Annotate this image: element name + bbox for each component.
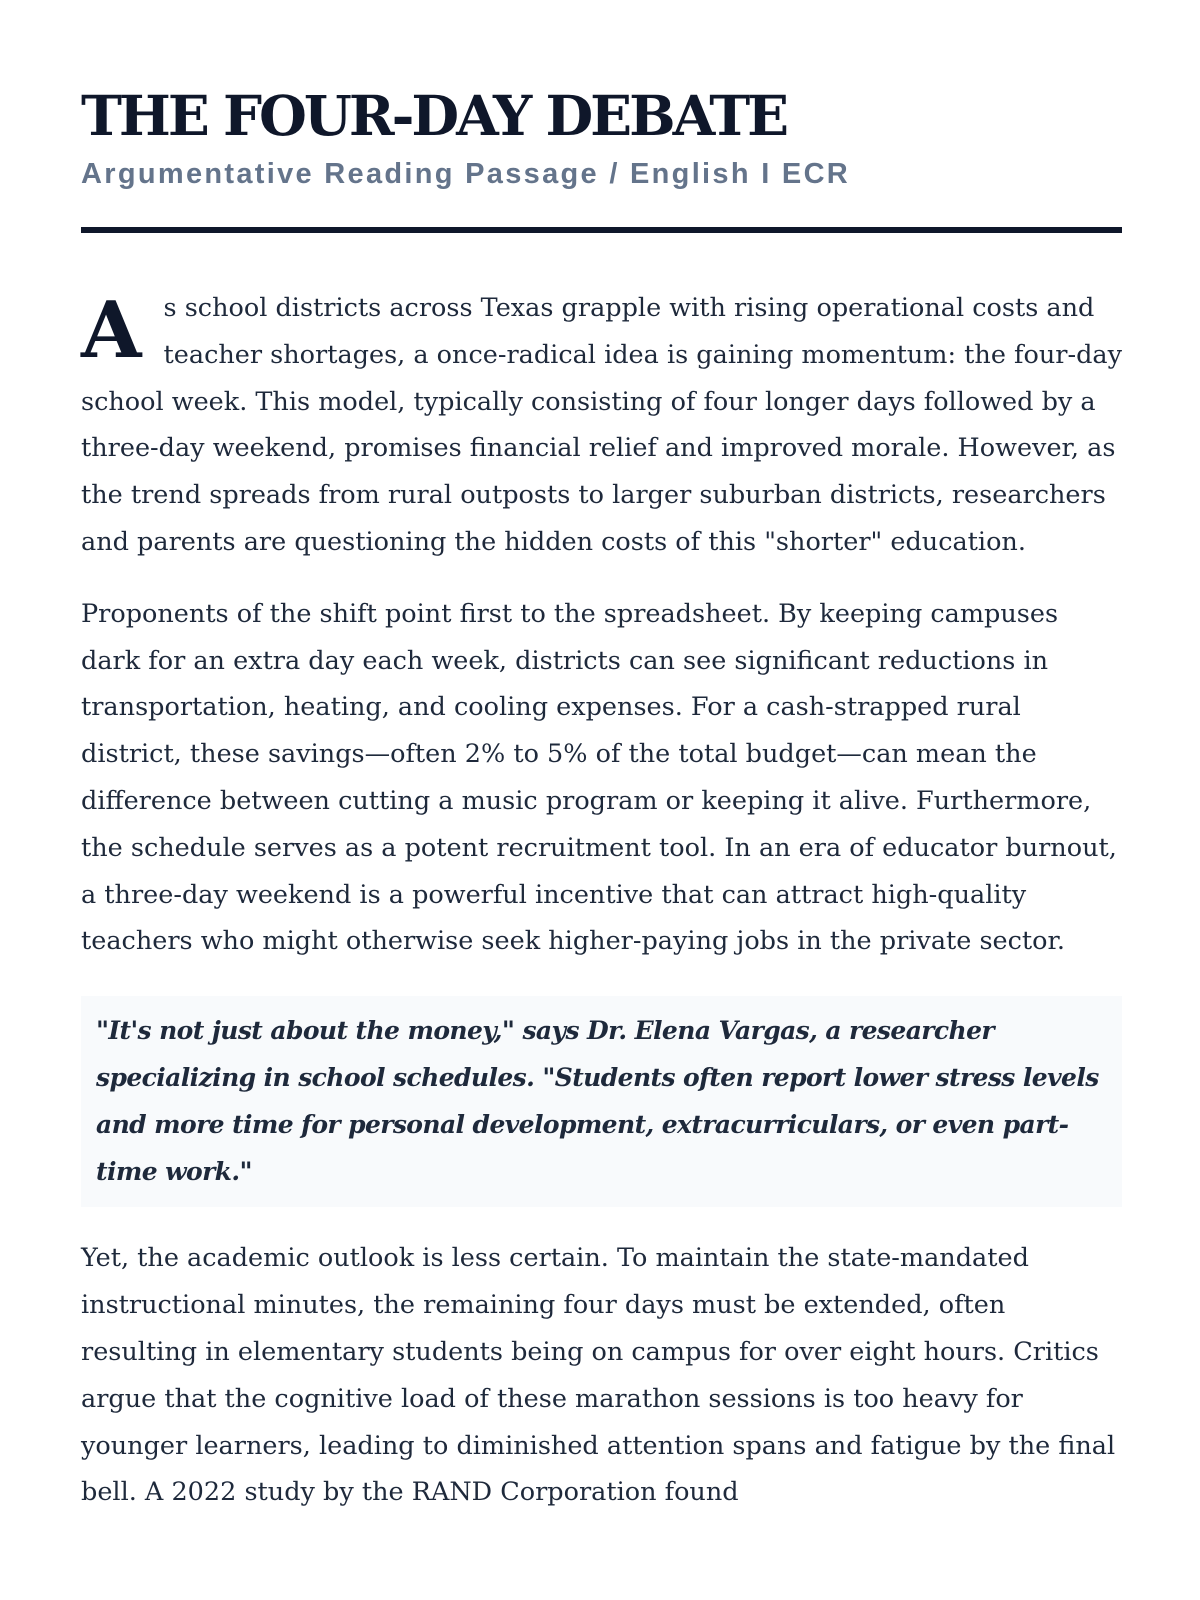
drop-cap: A	[81, 285, 142, 376]
pull-quote	[81, 996, 1122, 1207]
header-divider	[81, 227, 1122, 233]
paragraph-intro-text: s school districts across Texas grapple with rising operational costs and teacher shortages, a once-radical idea is gaining momentum: the four-day school week. This model, typically consisting of four longer days followed by a three-day weekend, promises financial relief and improved morale. However, as the trend spreads from rural outposts to larger suburban districts, researchers and parents are questioning the hidden costs of this "shorter" education.	[81, 293, 1122, 557]
page-title: THE FOUR-DAY DEBATE	[81, 83, 787, 148]
paragraph-critics: Yet, the academic outlook is less certain. To maintain the state-mandated instructional minutes, the remaining four days must be extended, often resulting in elementary students being on campus for over eight hours. Critics argue that the cognitive load of these marathon sessions is too heavy for younger learners, leading to diminished attention spans and fatigue by the final bell. A 2022 study by the RAND Corporation found	[81, 1243, 1116, 1508]
paragraph-intro	[81, 285, 1122, 566]
document-header	[81, 82, 1122, 233]
article-body	[81, 285, 1122, 1516]
paragraph-proponents: Proponents of the shift point first to the spreadsheet. By keeping campuses dark for an extra day each week, districts can see significant reductions in transportation, heating, and cooling expenses. For a cash-strapped rural district, these savings—often 2% to 5% of the total budget—can mean the difference between cutting a music program or keeping it alive. Furthermore, the schedule serves as a potent recruitment tool. In an era of educator burnout, a three-day weekend is a powerful incentive that can attract high-quality teachers who might otherwise seek higher-paying jobs in the private sector.	[81, 598, 1117, 957]
pull-quote-text: "It's not just about the money," says Dr. Elena Vargas, a researcher specializing in school schedules. "Students often report lower stress levels and more time for personal development, extracurriculars, or even part-time work."	[96, 1016, 1099, 1186]
page-subtitle: Argumentative Reading Passage / English I ECR	[81, 158, 851, 190]
